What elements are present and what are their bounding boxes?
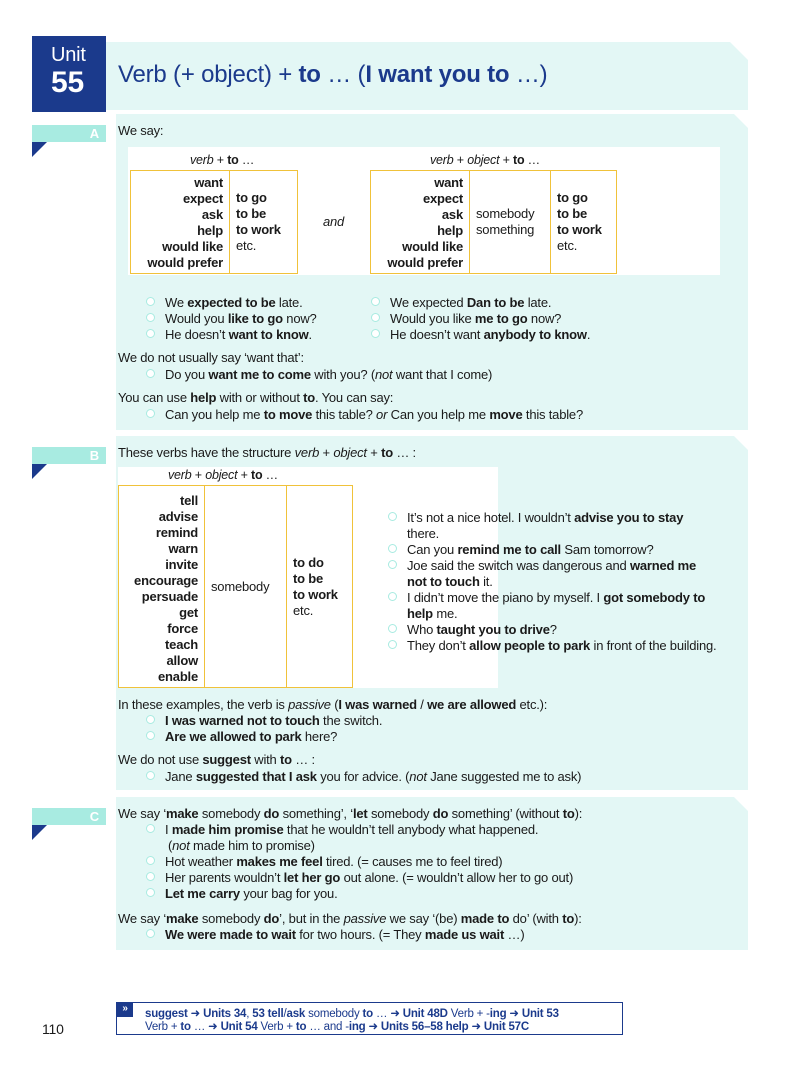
table-cell: expect xyxy=(423,191,463,206)
object-column: somebody xyxy=(204,486,286,687)
example-text: I made him promise that he wouldn’t tell anybody what happened. xyxy=(165,822,539,837)
example-text: Would you like to go now? xyxy=(165,311,317,326)
table-cell: would prefer xyxy=(147,255,223,270)
example-text: Who taught you to drive? xyxy=(407,622,557,637)
title-bar xyxy=(106,42,748,110)
bullet-icon xyxy=(388,512,397,521)
table-cell: ask xyxy=(201,207,223,222)
help-text: You can use help with or without to. You can say: xyxy=(118,390,394,405)
example-item xyxy=(146,822,538,838)
example-item xyxy=(146,927,524,943)
table-a-right-header: verb + object + to … xyxy=(430,153,540,167)
example-item xyxy=(146,367,492,383)
section-c-example-1 xyxy=(146,822,538,838)
verbs-column xyxy=(371,171,469,273)
table-cell: something xyxy=(476,222,535,237)
bullet-icon xyxy=(146,409,155,418)
example-text: He doesn’t want anybody to know. xyxy=(390,327,591,342)
bullet-icon xyxy=(146,771,155,780)
table-cell: help xyxy=(437,223,463,238)
table-cell: force xyxy=(167,621,198,636)
bullet-icon xyxy=(388,624,397,633)
table-a-left xyxy=(130,170,298,274)
example-text: Her parents wouldn’t let her go out alone. (= wouldn’t allow her to go out) xyxy=(165,870,574,885)
not-usually-example xyxy=(146,367,492,383)
unit-number: 55 xyxy=(51,66,84,99)
section-c-example-2 xyxy=(146,854,502,870)
bullet-icon xyxy=(146,313,155,322)
table-cell: to do xyxy=(293,554,324,570)
table-cell: to work xyxy=(293,586,338,602)
suggest-text: We do not use suggest with to … : xyxy=(118,752,315,767)
table-cell: persuade xyxy=(141,589,198,604)
object-column xyxy=(469,171,550,273)
example-text: We were made to wait for two hours. (= They made us wait …) xyxy=(165,927,525,942)
section-b-intro: These verbs have the structure verb + object + to … : xyxy=(118,445,416,460)
passive-example-c xyxy=(146,927,524,943)
table-cell: invite xyxy=(165,557,198,572)
example-item xyxy=(146,886,338,902)
not-usually-text: We do not usually say ‘want that’: xyxy=(118,350,304,365)
example-text: I was warned not to touch the switch. xyxy=(165,713,383,728)
table-cell: etc. xyxy=(293,602,314,618)
table-cell: remind xyxy=(155,525,198,540)
table-cell: to be xyxy=(236,206,267,221)
table-cell: to go xyxy=(236,190,267,205)
bullet-icon xyxy=(146,824,155,833)
example-item xyxy=(146,407,583,423)
example-text: Would you like me to go now? xyxy=(390,311,562,326)
table-a-right xyxy=(370,170,617,274)
example-text: It’s not a nice hotel. I wouldn’t advise you to stay there. xyxy=(407,510,684,541)
example-item xyxy=(388,558,718,590)
example-item xyxy=(388,622,718,638)
section-b-examples xyxy=(388,510,718,654)
page-number: 110 xyxy=(42,1021,64,1037)
table-cell: get xyxy=(179,605,198,620)
verbs-column xyxy=(131,171,229,273)
example-text: Do you want me to come with you? (not want that I come) xyxy=(165,367,493,382)
table-cell: expect xyxy=(183,191,223,206)
section-c-tab: C xyxy=(32,808,106,825)
suggest-example xyxy=(146,769,581,785)
example-item xyxy=(146,311,366,327)
table-cell: to be xyxy=(557,206,588,221)
table-cell: allow xyxy=(166,653,198,668)
example-item xyxy=(146,295,366,311)
table-cell: tell xyxy=(180,493,198,508)
example-item xyxy=(371,295,631,311)
example-text: Hot weather makes me feel tired. (= causes me to feel tired) xyxy=(165,854,503,869)
bullet-icon xyxy=(388,560,397,569)
double-chevron-icon: » xyxy=(117,1003,133,1017)
bullet-icon xyxy=(146,856,155,865)
section-c-example-1-note: (not made him to promise) xyxy=(168,838,315,853)
bullet-icon xyxy=(146,297,155,306)
example-item xyxy=(146,870,573,886)
example-item xyxy=(388,590,718,622)
examples-left xyxy=(146,295,366,343)
example-text: Joe said the switch was dangerous and warned me not to touch it. xyxy=(407,558,697,589)
passive-examples-b xyxy=(146,713,382,745)
example-text: I didn’t move the piano by myself. I got somebody to help me. xyxy=(407,590,706,621)
example-text: Let me carry your bag for you. xyxy=(165,886,338,901)
example-item xyxy=(146,854,502,870)
bullet-icon xyxy=(371,313,380,322)
bullet-icon xyxy=(371,329,380,338)
bullet-icon xyxy=(146,872,155,881)
to-column xyxy=(229,171,297,273)
example-item xyxy=(388,510,718,542)
example-text: We expected Dan to be late. xyxy=(390,295,552,310)
table-cell: encourage xyxy=(134,573,198,588)
table-cell: to go xyxy=(557,190,588,205)
example-item xyxy=(146,769,581,785)
table-b xyxy=(118,485,353,688)
to-column xyxy=(286,486,352,687)
example-text: Can you help me to move this table? or Can you help me move this table? xyxy=(165,407,583,422)
examples-right xyxy=(371,295,631,343)
example-item xyxy=(146,327,366,343)
example-item xyxy=(371,311,631,327)
table-cell: want xyxy=(434,175,463,190)
bullet-icon xyxy=(371,297,380,306)
table-cell: to work xyxy=(236,222,281,237)
table-cell: would like xyxy=(162,239,223,254)
bullet-icon xyxy=(388,592,397,601)
table-cell: would like xyxy=(402,239,463,254)
unit-label: Unit xyxy=(51,44,86,66)
table-cell: teach xyxy=(165,637,198,652)
to-column xyxy=(550,171,616,273)
section-c-intro: We say ‘make somebody do something’, ‘let somebody do something’ (without to): xyxy=(118,806,583,821)
cross-reference-line-2[interactable]: Verb + to … ➜ Unit 54 Verb + to … and -ing ➜ Units 56–58 help ➜ Unit 57C xyxy=(145,1021,529,1033)
table-b-header: verb + object + to … xyxy=(168,468,278,482)
example-item xyxy=(371,327,631,343)
table-cell: somebody xyxy=(476,206,535,221)
example-item xyxy=(388,638,718,654)
bullet-icon xyxy=(146,329,155,338)
section-b-tab: B xyxy=(32,447,106,464)
example-item xyxy=(146,713,382,729)
unit-badge xyxy=(32,36,106,112)
section-c-example-3 xyxy=(146,870,573,886)
example-text: They don’t allow people to park in front of the building. xyxy=(407,638,717,653)
table-a-left-header: verb + to … xyxy=(190,153,255,167)
page-title: Verb (+ object) + to … (I want you to …) xyxy=(118,61,548,88)
verbs-column xyxy=(119,486,204,687)
table-cell: to be xyxy=(293,570,324,586)
table-cell: to work xyxy=(557,222,602,237)
example-text: Are we allowed to park here? xyxy=(165,729,338,744)
table-cell: would prefer xyxy=(387,255,463,270)
table-cell: etc. xyxy=(557,238,578,253)
table-cell: ask xyxy=(441,207,463,222)
example-text: He doesn’t want to know. xyxy=(165,327,312,342)
example-item xyxy=(146,729,382,745)
bullet-icon xyxy=(388,544,397,553)
section-c-example-4 xyxy=(146,886,338,902)
bullet-icon xyxy=(146,715,155,724)
cross-reference-box xyxy=(116,1002,623,1035)
table-cell: want xyxy=(194,175,223,190)
and-word: and xyxy=(323,214,345,229)
example-text: Jane suggested that I ask you for advice. (not Jane suggested me to ask) xyxy=(165,769,582,784)
bullet-icon xyxy=(146,888,155,897)
help-example xyxy=(146,407,583,423)
example-item xyxy=(388,542,718,558)
table-cell: etc. xyxy=(236,238,257,253)
table-cell: help xyxy=(197,223,223,238)
section-b-tab-corner xyxy=(32,464,47,479)
example-text: Can you remind me to call Sam tomorrow? xyxy=(407,542,654,557)
bullet-icon xyxy=(388,640,397,649)
section-a-tab: A xyxy=(32,125,106,142)
bullet-icon xyxy=(146,731,155,740)
table-cell: warn xyxy=(168,541,198,556)
section-a-tab-corner xyxy=(32,142,47,157)
table-cell: advise xyxy=(158,509,198,524)
example-text: We expected to be late. xyxy=(165,295,303,310)
passive-text-c: We say ‘make somebody do’, but in the passive we say ‘(be) made to do’ (with to): xyxy=(118,911,582,926)
table-cell: enable xyxy=(158,669,198,684)
section-a-intro: We say: xyxy=(118,123,164,138)
passive-text-b: In these examples, the verb is passive (I was warned / we are allowed etc.): xyxy=(118,697,548,712)
bullet-icon xyxy=(146,929,155,938)
section-c-tab-corner xyxy=(32,825,47,840)
bullet-icon xyxy=(146,369,155,378)
cross-reference-line-1[interactable]: suggest ➜ Units 34, 53 tell/ask somebody to … ➜ Unit 48D Verb + -ing ➜ Unit 53 xyxy=(145,1008,559,1020)
